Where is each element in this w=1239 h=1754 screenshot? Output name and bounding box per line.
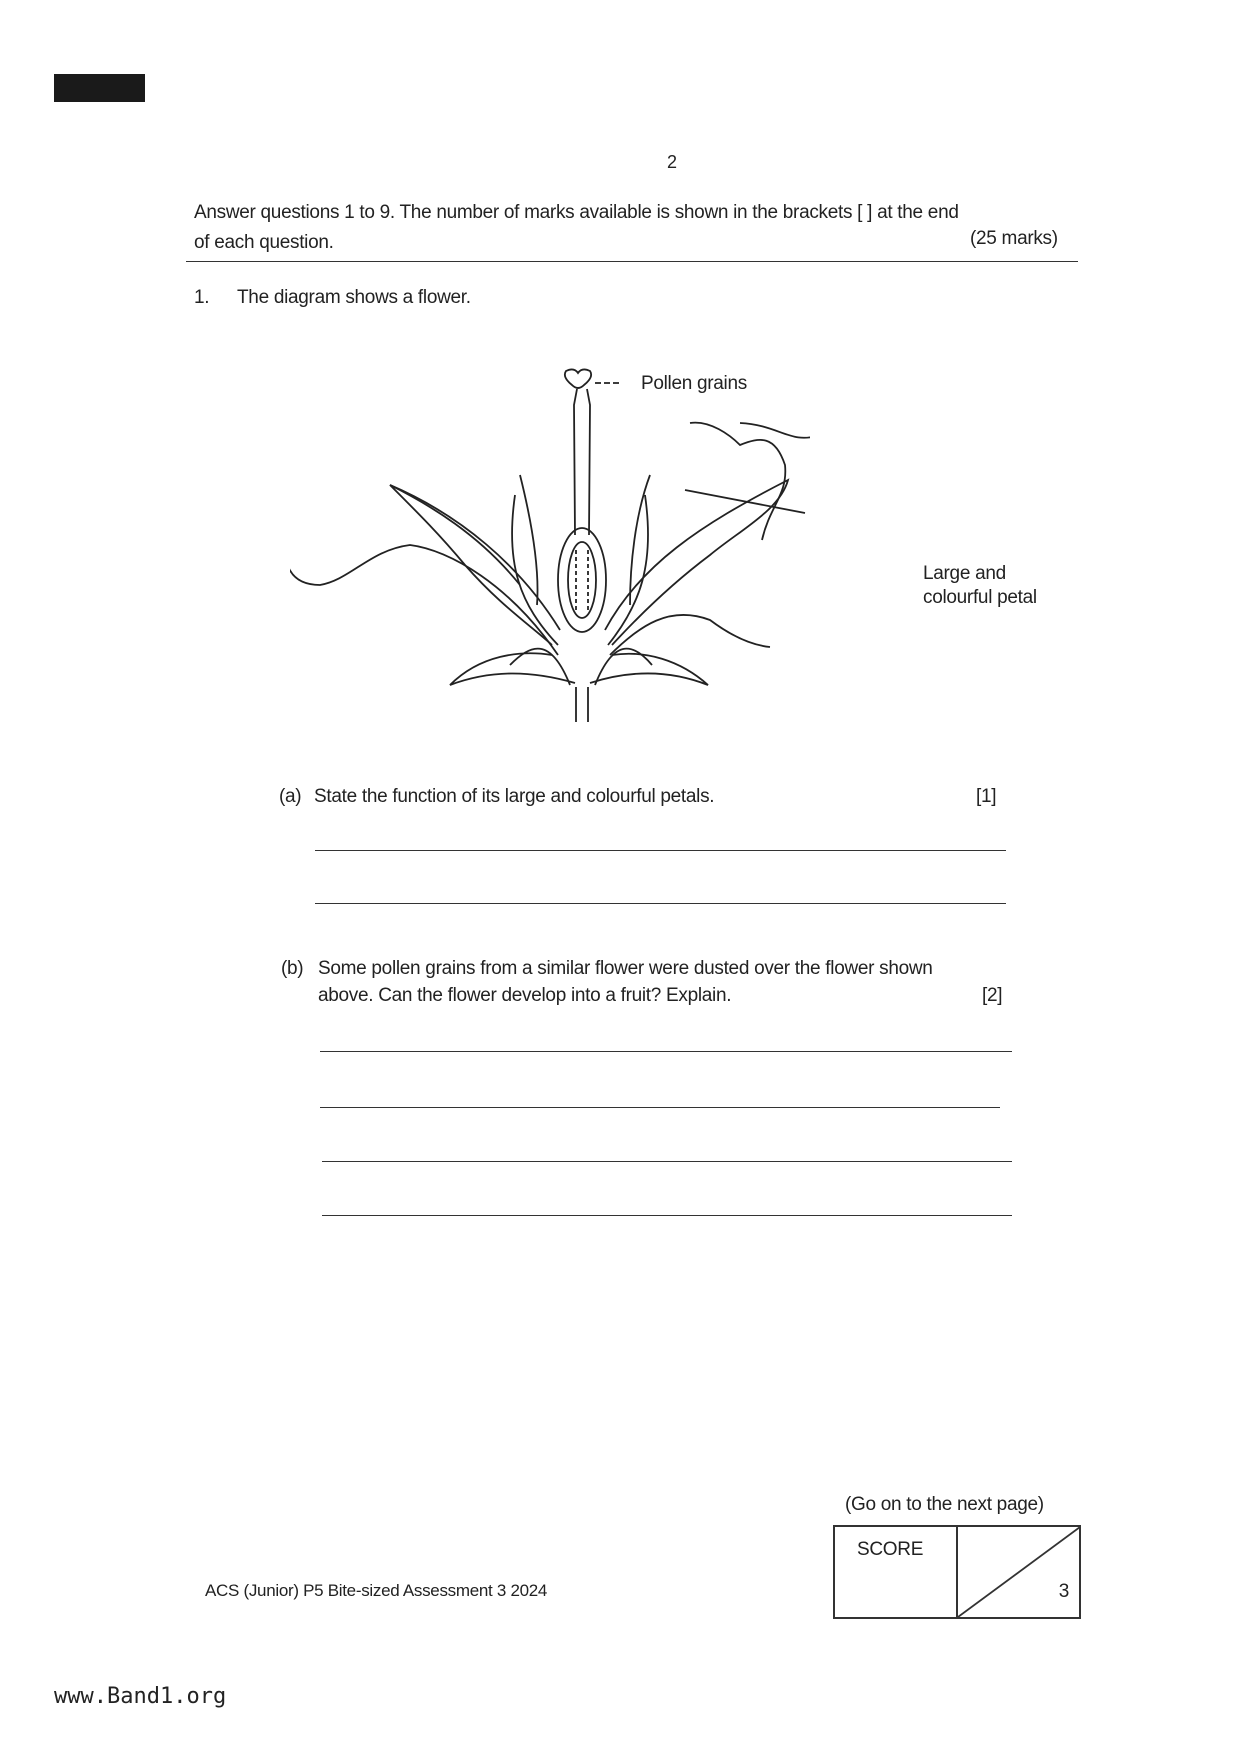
label-petal-line2: colourful petal: [923, 587, 1037, 608]
answer-line[interactable]: [315, 850, 1006, 851]
score-value-cell: [958, 1527, 1079, 1617]
answer-line[interactable]: [322, 1215, 1012, 1216]
question-number: 1.: [194, 287, 210, 308]
score-label: SCORE: [857, 1539, 924, 1560]
part-a-text: State the function of its large and colourful petals.: [314, 786, 715, 807]
divider: [186, 261, 1078, 262]
question-stem: The diagram shows a flower.: [237, 287, 471, 308]
flower-diagram: [290, 365, 810, 725]
part-a-label: (a): [279, 786, 302, 807]
label-petal-line1: Large and: [923, 563, 1006, 584]
page-number: 2: [667, 152, 677, 172]
score-label-cell: [835, 1527, 958, 1617]
score-max: 3: [1058, 1581, 1069, 1602]
part-b-label: (b): [281, 958, 304, 979]
part-b-text-line2: above. Can the flower develop into a fruit? Explain.: [318, 985, 732, 1006]
part-a-marks: [1]: [976, 786, 997, 807]
instructions-line1: Answer questions 1 to 9. The number of marks available is shown in the brackets [ ] at the end: [194, 202, 959, 223]
redacted-block: [54, 74, 145, 102]
go-on-text: (Go on to the next page): [845, 1494, 1044, 1515]
answer-line[interactable]: [315, 903, 1006, 904]
answer-line[interactable]: [322, 1161, 1012, 1162]
answer-line[interactable]: [320, 1107, 1000, 1108]
answer-line[interactable]: [320, 1051, 1012, 1052]
watermark: www.Band1.org: [54, 1684, 227, 1709]
score-box: [833, 1525, 1081, 1619]
part-b-text-line1: Some pollen grains from a similar flower were dusted over the flower shown: [318, 958, 933, 979]
diagonal-divider: [958, 1527, 1080, 1617]
assessment-title: ACS (Junior) P5 Bite-sized Assessment 3 2024: [205, 1581, 548, 1600]
label-pollen-grains: Pollen grains: [641, 373, 747, 394]
total-marks: (25 marks): [970, 228, 1058, 249]
part-b-marks: [2]: [982, 985, 1003, 1006]
instructions-line2: of each question.: [194, 232, 334, 253]
